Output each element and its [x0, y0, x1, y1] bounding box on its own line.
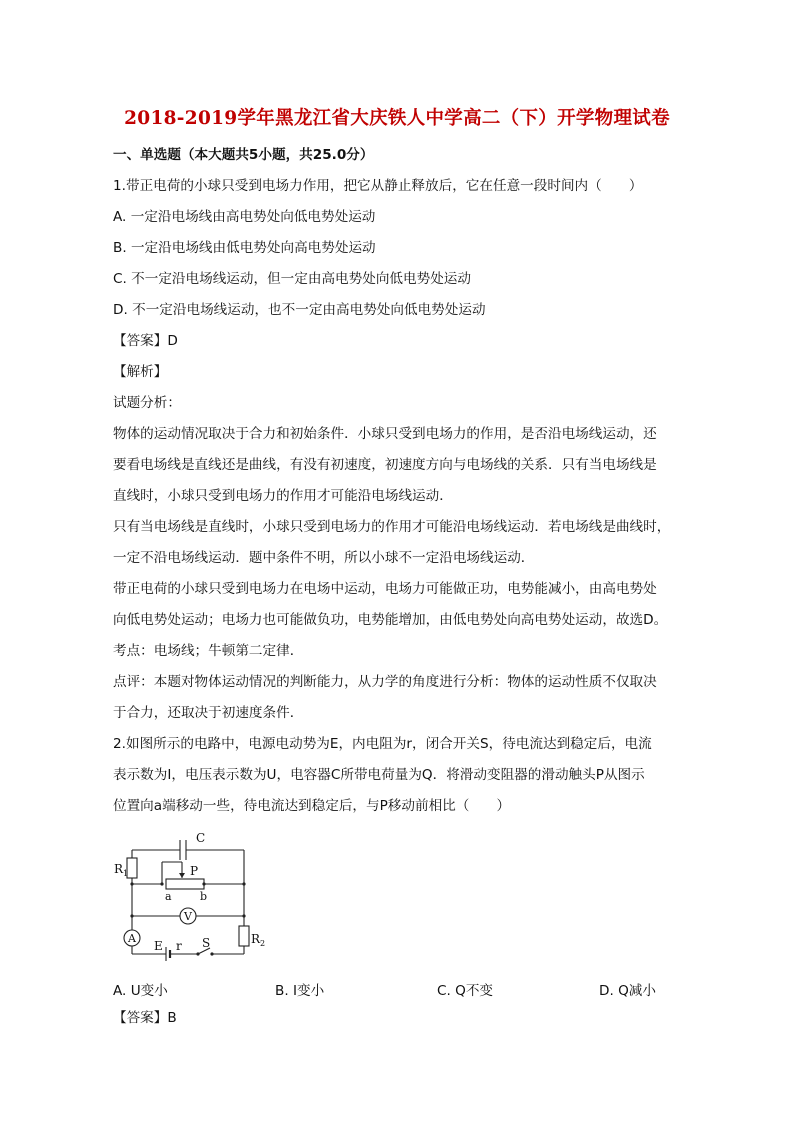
slider-label: P [190, 864, 199, 878]
exam-title: 2018-2019学年黑龙江省大庆铁人中学高二（下）开学物理试卷 [124, 108, 670, 129]
end-b-label: b [200, 890, 208, 903]
q2-answer: 【答案】B [113, 1010, 177, 1026]
q1-analysis-line: 考点：电场线；牛顿第二定律． [113, 643, 304, 659]
q1-analysis-line: 向低电势处运动；电场力也可能做负功，电势能增加，由低电势处向高电势处运动，故选D。 [113, 612, 668, 628]
q2-stem-line: 位置向a端移动一些，待电流达到稳定后，与P移动前相比（ ） [113, 798, 511, 814]
q1-analysis-line: 试题分析： [113, 395, 181, 411]
q1-analysis-line: 点评：本题对物体运动情况的判断能力，从力学的角度进行分析：物体的运动性质不仅取决 [113, 674, 657, 690]
q2-stem-line: 2.如图所示的电路中，电源电动势为E，内电阻为r，闭合开关S，待电流达到稳定后，电流 [113, 736, 652, 752]
switch-label: S [202, 936, 211, 950]
q1-option-b: B. 一定沿电场线由低电势处向高电势处运动 [113, 240, 376, 256]
voltmeter-label: V [184, 910, 192, 923]
capacitor-label: C [196, 831, 206, 845]
r1-subscript: 1 [123, 869, 129, 878]
r2-subscript: 2 [260, 939, 266, 948]
q2-stem-line: 表示数为I，电压表示数为U，电容器C所带电荷量为Q．将滑动变阻器的滑动触头P从图示 [113, 767, 645, 783]
q1-analysis-line: 物体的运动情况取决于合力和初始条件．小球只受到电场力的作用，是否沿电场线运动，还 [113, 426, 657, 442]
q1-option-a: A. 一定沿电场线由高电势处向低电势处运动 [113, 209, 376, 225]
q2-option-d: D. Q减小 [599, 983, 656, 999]
q1-analysis-heading: 【解析】 [113, 364, 168, 380]
circuit-diagram [112, 826, 272, 966]
q1-analysis-line: 一定不沿电场线运动．题中条件不明，所以小球不一定沿电场线运动． [113, 550, 535, 566]
r1-label: R [114, 862, 124, 876]
q2-option-b: B. I变小 [275, 983, 325, 999]
r2-label: R [251, 932, 261, 946]
q1-analysis-line: 于合力，还取决于初速度条件． [113, 705, 304, 721]
q1-analysis-line: 只有当电场线是直线时，小球只受到电场力的作用才可能沿电场线运动．若电场线是曲线时， [113, 519, 671, 535]
q1-analysis-line: 要看电场线是直线还是曲线，有没有初速度，初速度方向与电场线的关系．只有当电场线是 [113, 457, 657, 473]
q1-analysis-line: 带正电荷的小球只受到电场力在电场中运动，电场力可能做正功，电势能减小，由高电势处 [113, 581, 657, 597]
q2-option-c: C. Q不变 [437, 983, 494, 999]
q1-stem: 1.带正电荷的小球只受到电场力作用，把它从静止释放后，它在任意一段时间内（ ） [113, 178, 643, 194]
q2-option-a: A. U变小 [113, 983, 168, 999]
internal-r-label: r [176, 939, 182, 953]
q1-analysis-line: 直线时，小球只受到电场力的作用才可能沿电场线运动． [113, 488, 453, 504]
section-heading: 一、单选题（本大题共5小题，共25.0分） [113, 147, 374, 163]
ammeter-label: A [128, 932, 136, 945]
q1-option-d: D. 不一定沿电场线运动，也不一定由高电势处向低电势处运动 [113, 302, 486, 318]
emf-label: E [154, 939, 163, 953]
q1-option-c: C. 不一定沿电场线运动，但一定由高电势处向低电势处运动 [113, 271, 471, 287]
q1-answer: 【答案】D [113, 333, 178, 349]
end-a-label: a [165, 890, 172, 903]
